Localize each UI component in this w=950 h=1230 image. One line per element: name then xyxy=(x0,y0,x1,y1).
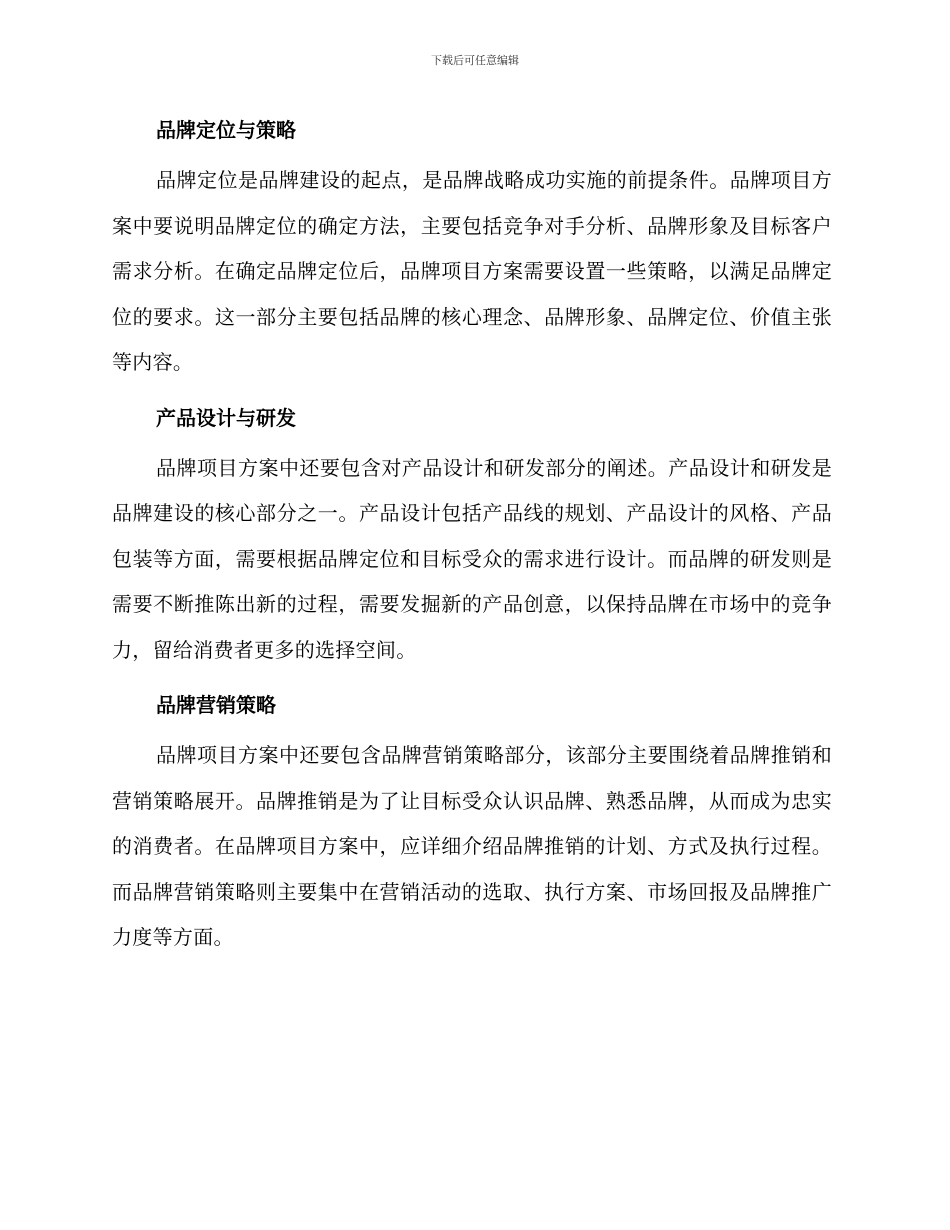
section-heading: 品牌定位与策略 xyxy=(156,118,296,142)
section-product-design xyxy=(112,396,832,674)
section-heading: 产品设计与研发 xyxy=(156,405,296,430)
section-heading: 品牌营销策略 xyxy=(156,693,276,717)
document-body xyxy=(112,108,832,971)
section-brand-marketing xyxy=(112,683,832,961)
section-paragraph: 品牌定位是品牌建设的起点，是品牌战略成功实施的前提条件。品牌项目方案中要说明品牌定位的确定方法，主要包括竞争对手分析、品牌形象及目标客户需求分析。在确定品牌定位后，品牌项目方案需要设置一些策略，以满足品牌定位的要求。这一部分主要包括品牌的核心理念、品牌形象、品牌定位、价值主张等内容。 xyxy=(112,168,832,374)
section-brand-positioning xyxy=(112,108,832,386)
section-paragraph: 品牌项目方案中还要包含对产品设计和研发部分的阐述。产品设计和研发是品牌建设的核心部分之一。产品设计包括产品线的规划、产品设计的风格、产品包装等方面，需要根据品牌定位和目标受众的需求进行设计。而品牌的研发则是需要不断推陈出新的过程，需要发掘新的产品创意，以保持品牌在市场中的竞争力，留给消费者更多的选择空间。 xyxy=(112,455,832,662)
section-paragraph: 品牌项目方案中还要包含品牌营销策略部分，该部分主要围绕着品牌推销和营销策略展开。品牌推销是为了让目标受众认识品牌、熟悉品牌，从而成为忠实的消费者。在品牌项目方案中，应详细介绍品牌推销的计划、方式及执行过程。而品牌营销策略则主要集中在营销活动的选取、执行方案、市场回报及品牌推广力度等方面。 xyxy=(112,743,832,949)
page-header: 下载后可任意编辑 xyxy=(431,54,519,67)
